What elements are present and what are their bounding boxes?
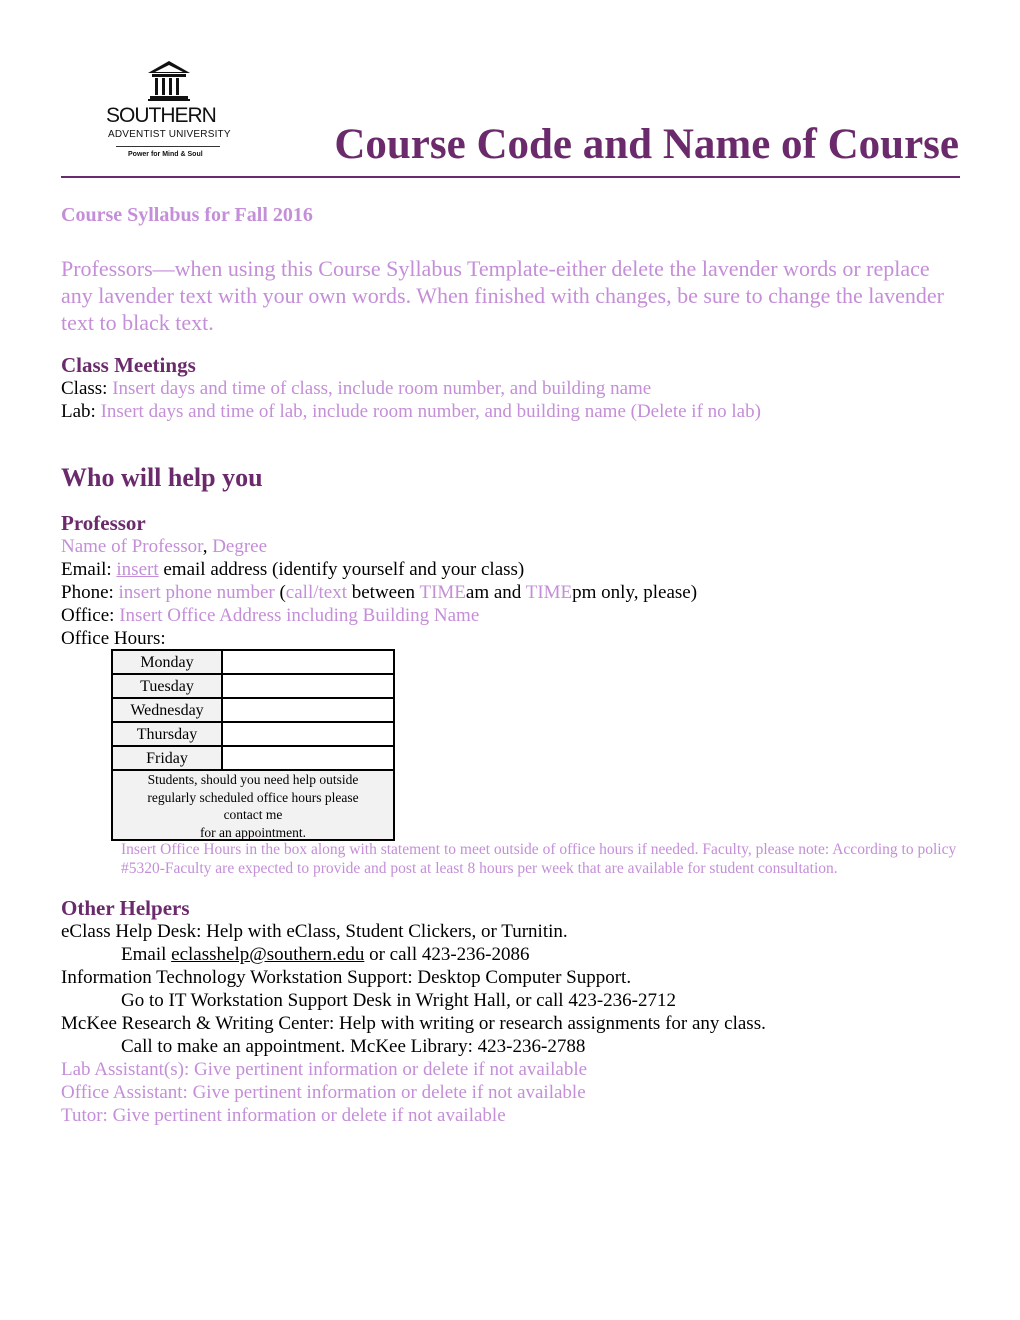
mckee-detail-line: Call to make an appointment. McKee Library: 423-236-2788 [121,1036,586,1057]
hours-row-monday [113,651,393,675]
eclass-email-label: Email [121,944,172,965]
day-friday: Friday [113,747,223,769]
email-link[interactable]: insert [116,559,159,580]
hours-cell-friday [223,747,393,769]
office-label: Office: [61,605,120,626]
it-line: Information Technology Workstation Support: Desktop Computer Support. [61,967,632,988]
page-title: Course Code and Name of Course [334,121,959,168]
university-logo [104,60,234,162]
other-helpers-heading: Other Helpers [61,896,190,920]
lab-label: Lab: [61,401,101,422]
hours-row-friday [113,747,393,771]
note-line: contact me [223,807,283,822]
pillars-icon [146,60,192,102]
phone-label: Phone: [61,582,119,603]
class-value: Insert days and time of class, include room number, and building name [112,378,652,399]
hours-cell-wednesday [223,699,393,721]
it-detail-line: Go to IT Workstation Support Desk in Wright Hall, or call 423-236-2712 [121,990,676,1011]
phone-calltext: call/text [285,582,347,603]
hours-cell-tuesday [223,675,393,697]
mckee-line: McKee Research & Writing Center: Help with writing or research assignments for any class. [61,1013,766,1034]
syllabus-subtitle: Course Syllabus for Fall 2016 [61,204,313,226]
hours-cell-monday [223,651,393,673]
hours-cell-thursday [223,723,393,745]
email-rest: email address (identify yourself and your class) [158,559,525,580]
eclass-email-link[interactable]: eclasshelp@southern.edu [171,944,365,965]
logo-tagline: Power for Mind & Soul [128,151,203,158]
professor-email-line [61,558,524,581]
office-hours-table [111,649,395,841]
professor-heading: Professor [61,511,146,535]
day-monday: Monday [113,651,223,673]
tutor-line: Tutor: Give pertinent information or delete if not available [61,1105,506,1126]
header-divider [61,176,960,178]
day-thursday: Thursday [113,723,223,745]
office-assistant-line: Office Assistant: Give pertinent information or delete if not available [61,1082,586,1103]
hours-row-wednesday [113,699,393,723]
eclass-call: or call 423-236-2086 [364,944,530,965]
time-end: TIME [525,582,573,603]
professor-phone-line [61,581,697,604]
logo-divider [116,146,220,147]
professor-name-line [61,535,267,558]
phone-value: insert phone number [118,582,275,603]
logo-subname: ADVENTIST UNIVERSITY [108,129,231,140]
logo-name: SOUTHERN [106,104,216,127]
professor-office-line [61,604,479,627]
class-line [61,377,651,400]
professor-degree: Degree [212,536,268,557]
day-tuesday: Tuesday [113,675,223,697]
lab-assistant-line: Lab Assistant(s): Give pertinent information or delete if not available [61,1059,588,1080]
professor-name: Name of Professor [61,536,203,557]
phone-between: between [347,582,420,603]
note-line: for an appointment. [199,824,307,840]
day-wednesday: Wednesday [113,699,223,721]
pm-only: pm only, please) [572,582,698,603]
comma: , [202,536,213,557]
office-hours-instruction: Insert Office Hours in the box along with statement to meet outside of office hours if needed. Faculty, please note: According to policy #5320-Faculty are expected to provide and post at least 8 hours per week that are available for student consultation. [121,841,957,877]
appointment-note [113,771,393,839]
lab-line [61,400,761,423]
office-value: Insert Office Address including Building Name [119,605,480,626]
help-heading: Who will help you [61,463,263,492]
note-line: regularly scheduled office hours please [147,789,359,805]
note-line: Students, should you need help outside [147,772,359,787]
class-meetings-heading: Class Meetings [61,353,196,377]
eclass-contact-line [61,943,530,966]
hours-row-tuesday [113,675,393,699]
email-label: Email: [61,559,117,580]
hours-row-thursday [113,723,393,747]
am-and: am and [465,582,526,603]
eclass-line: eClass Help Desk: Help with eClass, Student Clickers, or Turnitin. [61,921,568,942]
template-instructions: Professors—when using this Course Syllabus Template-either delete the lavender words or replace any lavender text with your own words. When finished with changes, be sure to change the lavender text to black text. [61,256,944,335]
office-hours-label: Office Hours: [61,628,166,649]
class-label: Class: [61,378,113,399]
time-start: TIME [419,582,466,603]
lab-value: Insert days and time of lab, include room number, and building name (Delete if no lab) [100,401,761,422]
phone-open: ( [274,582,286,603]
